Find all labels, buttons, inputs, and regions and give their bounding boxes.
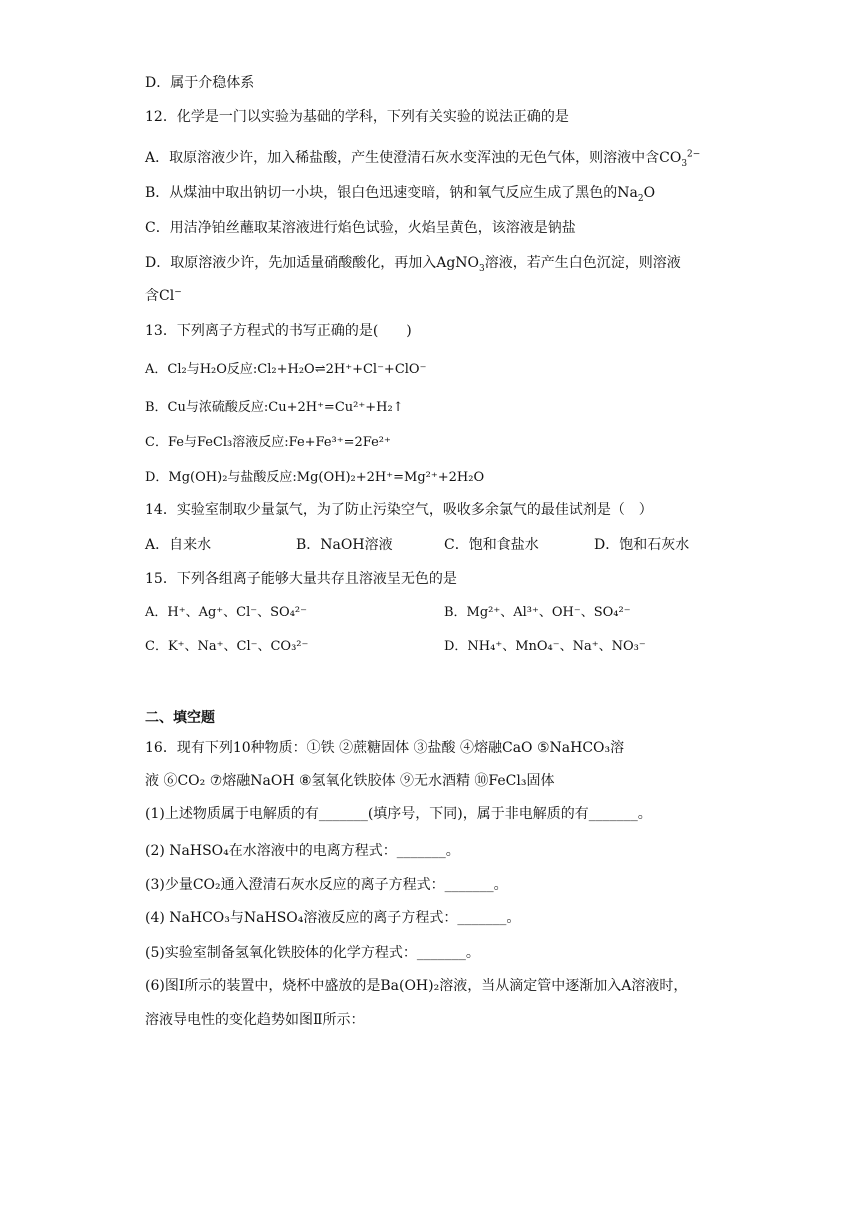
q13-option-d: D．Mg(OH)₂与盐酸反应:Mg(OH)₂+2H⁺=Mg²⁺+2H₂O [145,470,485,485]
q16-part4: (4) NaHCO₃与NaHSO₄溶液反应的离子方程式：_______。 [145,910,521,926]
q16-stem-line1: 16．现有下列10种物质：①铁 ②蔗糖固体 ③盐酸 ④熔融CaO ⑤NaHCO₃溶 [145,740,625,756]
q14-option-b: B．NaOH溶液 [296,537,393,553]
q13-option-b: B．Cu与浓硫酸反应:Cu+2H⁺=Cu²⁺+H₂↑ [145,400,404,415]
q16-part1: (1)上述物质属于电解质的有_______(填序号，下同)，属于非电解质的有_______。 [145,806,652,822]
q16-part3: (3)少量CO₂通入澄清石灰水反应的离子方程式：_______。 [145,877,508,893]
q15-option-c: C．K⁺、Na⁺、Cl⁻、CO₃²⁻ [145,639,309,654]
q15-option-b: B．Mg²⁺、Al³⁺、OH⁻、SO₄²⁻ [444,605,631,620]
q14-stem: 14．实验室制取少量氯气，为了防止污染空气，吸收多余氯气的最佳试剂是（ ） [145,502,653,518]
section-title: 二、填空题 [145,710,215,726]
q14-option-a: A．自来水 [145,537,212,553]
q16-part5: (5)实验室制备氢氧化铁胶体的化学方程式：_______。 [145,945,480,961]
q12-option-d-cont: 含Cl− [145,287,182,304]
q16-part6-line1: (6)图Ⅰ所示的装置中，烧杯中盛放的是Ba(OH)₂溶液，当从滴定管中逐渐加入A溶液时， [145,978,688,994]
q12-option-a: A．取原溶液少许，加入稀盐酸，产生使澄清石灰水变浑浊的无色气体，则溶液中含$CO_3^{2-}$ [145,149,701,169]
q16-part2: (2) NaHSO₄在水溶液中的电离方程式：_______。 [145,843,460,859]
q12-option-b: B．从煤油中取出钠切一小块，银白色迅速变暗，钠和氧气反应生成了黑色的$Na_2O$ [145,185,656,204]
q11-option-d: D．属于介稳体系 [145,75,255,91]
q13-stem: 13．下列离子方程式的书写正确的是( ) [145,323,412,339]
q15-stem: 15．下列各组离子能够大量共存且溶液呈无色的是 [145,571,457,587]
q16-stem-line2: 液 ⑥CO₂ ⑦熔融NaOH ⑧氢氧化铁胶体 ⑨无水酒精 ⑩FeCl₃固体 [145,773,555,789]
q16-part6-line2: 溶液导电性的变化趋势如图Ⅱ所示： [145,1012,365,1028]
q12-option-c: C．用洁净铂丝蘸取某溶液进行焰色试验，火焰呈黄色，该溶液是钠盐 [145,220,576,236]
q13-option-c: C．Fe与FeCl₃溶液反应:Fe+Fe³⁺=2Fe²⁺ [145,435,391,450]
q12-option-d: D．取原溶液少许，先加适量硝酸酸化，再加入AgNO$_3$溶液，若产生白色沉淀，则溶液 [145,255,681,274]
q14-option-d: D．饱和石灰水 [594,537,690,553]
q14-option-c: C．饱和食盐水 [444,537,539,553]
q12-stem: 12．化学是一门以实验为基础的学科，下列有关实验的说法正确的是 [145,109,569,125]
q15-option-d: D．NH₄⁺、MnO₄⁻、Na⁺、NO₃⁻ [444,639,646,654]
q15-option-a: A．H⁺、Ag⁺、Cl⁻、SO₄²⁻ [145,605,307,620]
q13-option-a: A．Cl₂与H₂O反应:Cl₂+H₂O⇌2H⁺+Cl⁻+ClO⁻ [145,362,427,377]
